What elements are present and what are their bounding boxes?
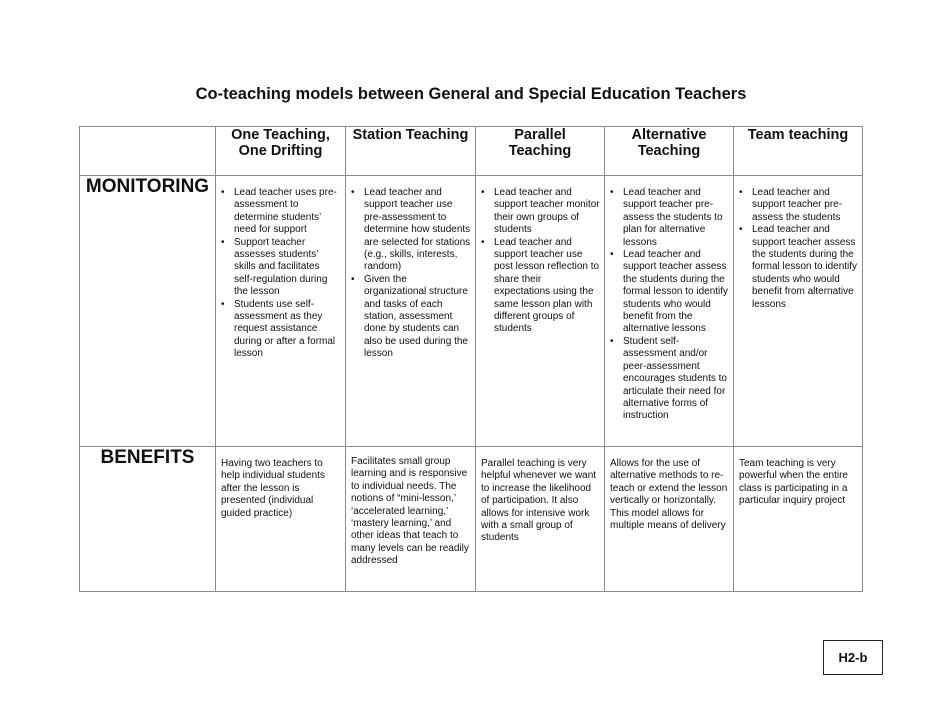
page-title: Co-teaching models between General and Special Education Teachers bbox=[195, 85, 747, 103]
header-row bbox=[80, 127, 863, 176]
benefits-cell-one-teaching bbox=[216, 447, 346, 592]
bullet-list bbox=[734, 176, 862, 315]
col-header-label: Alternative Teaching bbox=[631, 127, 707, 159]
col-header-label: One Teaching, One Drifting bbox=[231, 127, 330, 159]
list-item: • Lead teacher and support teacher assess the students during the formal lesson to identify students who would benefit from the alternative lessons bbox=[609, 249, 729, 336]
col-header-team-teaching bbox=[734, 127, 863, 176]
benefits-text: Facilitates small group learning and is responsive to individual needs. The notions of “mini-lesson,’ ‘accelerated learning,’ ‘mastery learning,’ and other ideas that teach to many levels can be readily addressed bbox=[351, 456, 469, 567]
monitoring-cell-one-teaching bbox=[216, 176, 346, 447]
list-item: • Students use self-assessment as they request assistance during or after a formal lesson bbox=[220, 299, 341, 361]
bullet-list bbox=[476, 176, 604, 340]
list-item: • Student self-assessment and/or peer-assessment encourages students to articulate their need for alternative forms of instruction bbox=[609, 336, 729, 423]
col-header-station-teaching bbox=[346, 127, 476, 176]
list-item: • Lead teacher and support teacher use post lesson reflection to share their expectations using the same lesson plan with different groups of students bbox=[480, 237, 600, 336]
monitoring-cell-parallel-teaching bbox=[476, 176, 605, 447]
col-header-label: Station Teaching bbox=[352, 127, 469, 143]
col-header-alternative-teaching bbox=[605, 127, 734, 176]
row-header-benefits: BENEFITS bbox=[80, 447, 216, 592]
benefits-cell-station-teaching bbox=[346, 447, 476, 592]
benefits-text: Parallel teaching is very helpful whenever we want to increase the likelihood of participation. It also allows for intensive work with a small group of students bbox=[481, 458, 597, 544]
monitoring-cell-team-teaching bbox=[734, 176, 863, 447]
benefits-row bbox=[80, 447, 863, 592]
handout-tag bbox=[823, 640, 883, 675]
benefits-text: Having two teachers to help individual students after the lesson is presented (individual guided practice) bbox=[221, 458, 325, 519]
co-teaching-table bbox=[79, 126, 863, 592]
list-item: • Lead teacher uses pre-assessment to determine students’ need for support bbox=[220, 187, 341, 237]
col-header-label: Parallel Teaching bbox=[508, 127, 572, 159]
list-item: • Lead teacher and support teacher pre-assess the students to plan for alternative lessons bbox=[609, 187, 729, 249]
benefits-text: Team teaching is very powerful when the entire class is participating in a particular inquiry project bbox=[739, 458, 848, 507]
monitoring-row bbox=[80, 176, 863, 447]
bullet-list bbox=[605, 176, 733, 427]
benefits-text: Allows for the use of alternative methods to re-teach or extend the lesson vertically or horizontally. This model allows for multiple means of delivery bbox=[610, 458, 728, 532]
bullet-list bbox=[216, 176, 345, 365]
benefits-cell-team-teaching bbox=[734, 447, 863, 592]
benefits-cell-alternative-teaching bbox=[605, 447, 734, 592]
list-item: • Lead teacher and support teacher use pre-assessment to determine how students are selected for stations (e.g., skills, interests, random) bbox=[350, 187, 471, 274]
list-item: • Lead teacher and support teacher assess the students during the formal lesson to identify students who would benefit from alternative lessons bbox=[738, 224, 858, 311]
row-header-monitoring: MONITORING bbox=[80, 176, 216, 447]
monitoring-cell-alternative-teaching bbox=[605, 176, 734, 447]
list-item: • Support teacher assesses students’ skills and facilitates self-regulation during the lesson bbox=[220, 237, 341, 299]
list-item: • Lead teacher and support teacher monitor their own groups of students bbox=[480, 187, 600, 237]
bullet-list bbox=[346, 176, 475, 365]
col-header-parallel-teaching bbox=[476, 127, 605, 176]
list-item: • Lead teacher and support teacher pre-assess the students bbox=[738, 187, 858, 224]
benefits-cell-parallel-teaching bbox=[476, 447, 605, 592]
monitoring-cell-station-teaching bbox=[346, 176, 476, 447]
col-header-one-teaching bbox=[216, 127, 346, 176]
corner-cell bbox=[80, 127, 216, 176]
col-header-label: Team teaching bbox=[747, 127, 849, 143]
handout-tag-label: H2-b bbox=[838, 650, 868, 665]
list-item: • Given the organizational structure and tasks of each station, assessment done by students can also be used during the lesson bbox=[350, 274, 471, 361]
